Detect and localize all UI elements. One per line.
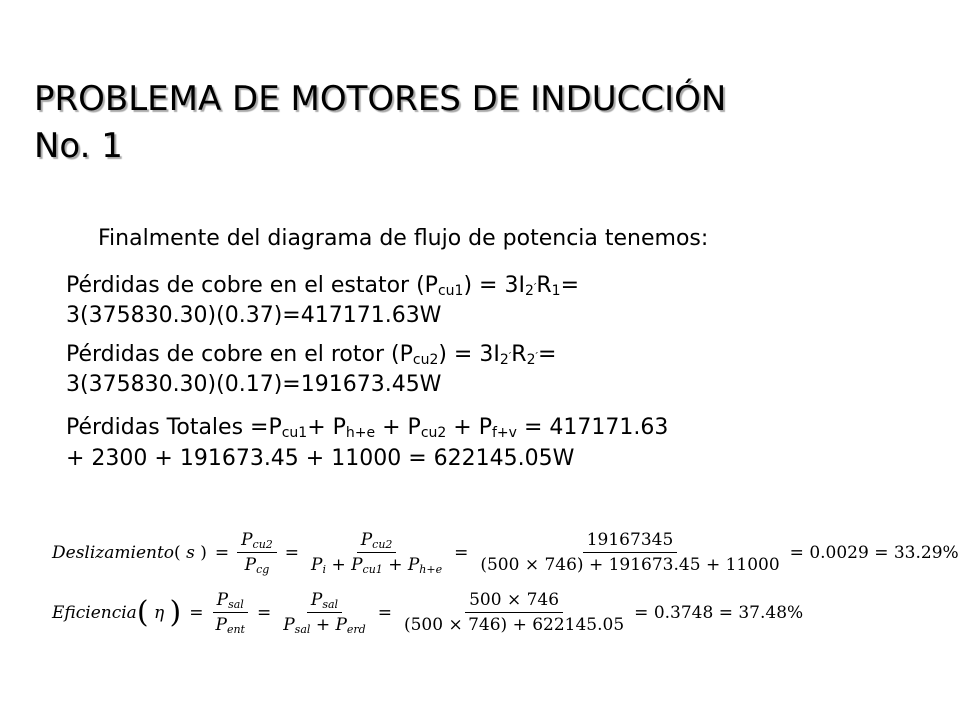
- slip-f2-den-b: + P: [331, 555, 363, 575]
- total-sub2: h+e: [345, 425, 376, 441]
- slip-symbol: s: [186, 542, 195, 563]
- stator-losses-line1: [66, 272, 579, 302]
- slip-f2-den-b-sub: cu1: [362, 563, 383, 576]
- prime-mark: ′: [535, 350, 538, 363]
- paren-close: ): [169, 595, 182, 630]
- slip-f3-den: (500 × 746) + 191673.45 + 11000: [480, 555, 780, 575]
- total-label: Pérdidas Totales =P: [66, 415, 282, 440]
- eff-f2-num-sub: sal: [322, 598, 339, 611]
- equals-sign: =: [377, 602, 392, 623]
- stator-i-sub: 2: [524, 283, 534, 299]
- slip-formula: [52, 530, 959, 575]
- slip-f2-num: P: [360, 530, 373, 550]
- slip-fraction-1: [237, 530, 277, 575]
- total-p5: = 417171.63: [516, 415, 669, 440]
- slip-f2-den-c-sub: h+e: [419, 563, 443, 576]
- prime-mark: ′: [533, 281, 537, 294]
- eff-f2-den-a-sub: sal: [294, 623, 311, 636]
- efficiency-formula: [52, 590, 803, 635]
- stator-sub: cu1: [437, 283, 464, 299]
- rotor-calc: 3(375830.30)(0.17)=191673.45W: [66, 372, 442, 397]
- eff-f1-den-sub: ent: [226, 623, 245, 636]
- equals-sign: =: [284, 542, 300, 563]
- equals-sign: =: [454, 542, 469, 563]
- eff-f3-num: 500 × 746: [465, 590, 563, 613]
- eff-f2-den-b-sub: erd: [346, 623, 366, 636]
- intro-text: Finalmente del diagrama de flujo de potencia tenemos:: [98, 226, 709, 251]
- eff-f1-den: P: [215, 615, 227, 635]
- slip-f1-den: P: [244, 555, 257, 575]
- eff-f1-num: P: [216, 590, 229, 610]
- slip-f2-den-a: P: [311, 555, 323, 575]
- slip-lhs: Deslizamiento: [52, 542, 175, 563]
- eff-fraction-1: [212, 590, 249, 635]
- equals-sign: =: [189, 602, 204, 623]
- stator-tail: =: [560, 273, 580, 298]
- slide-title-line2: No. 1: [34, 126, 123, 166]
- stator-calc: 3(375830.30)(0.37)=417171.63W: [66, 303, 442, 328]
- rotor-label: Pérdidas de cobre en el rotor (P: [66, 342, 413, 367]
- eff-fraction-3: [400, 590, 628, 635]
- total-losses-line2: + 2300 + 191673.45 + 11000 = 622145.05W: [66, 446, 575, 471]
- slip-f2-den-a-sub: i: [322, 563, 327, 576]
- stator-label: Pérdidas de cobre en el estator (P: [66, 273, 438, 298]
- slip-f1-num-sub: cu2: [252, 538, 273, 551]
- eff-lhs: Eficiencia: [52, 602, 137, 623]
- total-losses: [66, 412, 668, 474]
- rotor-r-sub: 2: [526, 352, 536, 368]
- equals-sign: =: [256, 602, 272, 623]
- slip-f1-den-sub: cg: [256, 563, 270, 576]
- stator-r: R: [536, 273, 552, 298]
- eff-f2-den-b: + P: [315, 615, 347, 635]
- eff-f2-num: P: [310, 590, 323, 610]
- total-sub4: f+v: [492, 425, 517, 441]
- paren-open: (: [136, 595, 149, 630]
- rotor-tail: =: [538, 342, 557, 367]
- equals-sign: =: [214, 542, 230, 563]
- stator-eq: ) = 3I: [463, 273, 525, 298]
- slip-f2-den-c: + P: [388, 555, 420, 575]
- rotor-r: R: [511, 342, 527, 367]
- rotor-losses-line1: [66, 341, 556, 371]
- slide-title-line1: PROBLEMA DE MOTORES DE INDUCCIÓN: [34, 79, 727, 119]
- slide-title: [34, 76, 726, 170]
- rotor-sub: cu2: [412, 352, 439, 368]
- total-sub1: cu1: [281, 425, 308, 441]
- stator-losses: [66, 272, 579, 330]
- total-p3: + P: [375, 415, 421, 440]
- slip-f3-num: 19167345: [583, 530, 678, 553]
- total-losses-line1: [66, 412, 668, 443]
- eff-symbol: η: [153, 602, 165, 623]
- slip-f2-num-sub: cu2: [372, 538, 393, 551]
- eff-result: = 0.3748 = 37.48%: [634, 602, 804, 623]
- rotor-losses: [66, 341, 556, 399]
- total-p2: + P: [307, 415, 346, 440]
- slip-fraction-2: [307, 530, 446, 575]
- stator-r-sub: 1: [551, 283, 561, 299]
- prime-mark: ′: [508, 350, 512, 363]
- eff-fraction-2: [279, 590, 370, 635]
- eff-f1-num-sub: sal: [228, 598, 244, 611]
- total-p4: + P: [446, 415, 492, 440]
- rotor-eq: ) = 3I: [438, 342, 500, 367]
- slip-lhs-paren: ( s ): [174, 542, 207, 563]
- slip-result: = 0.0029 = 33.29%: [789, 542, 959, 563]
- eff-f2-den-a: P: [283, 615, 295, 635]
- total-sub3: cu2: [420, 425, 447, 441]
- eff-f3-den: (500 × 746) + 622145.05: [403, 615, 625, 635]
- slip-f1-num: P: [241, 530, 253, 550]
- rotor-i-sub: 2: [499, 352, 509, 368]
- slip-fraction-3: [476, 530, 783, 575]
